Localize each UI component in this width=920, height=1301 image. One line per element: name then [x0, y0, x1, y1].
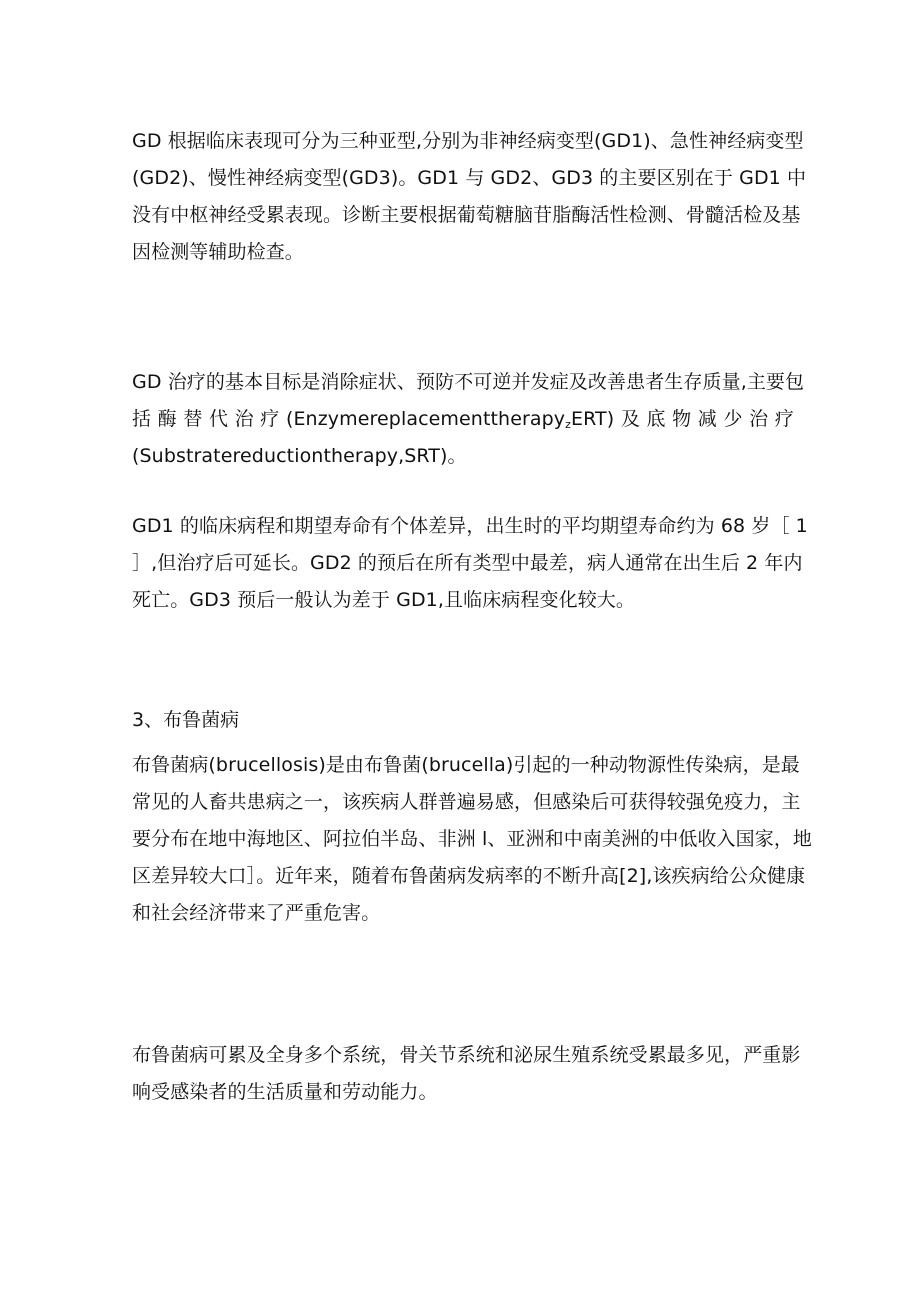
word: 代: [208, 408, 229, 430]
text-line: 常见的人畜共患病之一，该疾病人群普遍易感，但感染后可获得较强免疫力，主: [132, 791, 801, 813]
word: 括: [132, 408, 152, 430]
text-line: (Substratereductiontherapy,SRT)。: [132, 445, 467, 467]
text-line: 区差异较大口］。近年来，随着布鲁菌病发病率的不断升高[2],该疾病给公众健康: [132, 865, 806, 887]
word: ERT): [571, 408, 615, 430]
paragraph-gd-prognosis: [132, 508, 808, 619]
paragraph-gd-treatment: [132, 364, 805, 475]
text-line: GD1 的临床病程和期望寿命有个体差异，出生时的平均期望寿命约为 68 岁［ 1: [132, 515, 808, 537]
word: 治: [749, 408, 769, 430]
word: 酶: [157, 408, 177, 430]
section-heading: 3、布鲁菌病: [132, 709, 240, 731]
paragraph-gd-subtypes: [132, 123, 807, 271]
text-line: 和社会经济带来了严重危害。: [132, 902, 381, 924]
text-line: GD 根据临床表现可分为三种亚型,分别为非神经病变型(GD1)、急性神经病变型: [132, 130, 804, 152]
word-ert: [286, 401, 614, 438]
text-line: 死亡。GD3 预后一般认为差于 GD1,且临床病程变化较大。: [132, 589, 636, 611]
word: 疗: [260, 408, 280, 430]
text-line: (GD2)、慢性神经病变型(GD3)。GD1 与 GD2、GD3 的主要区别在于 GD1 中: [132, 167, 807, 189]
text-line: 布鲁菌病(brucellosis)是由布鲁菌(brucella)引起的一种动物源性传染病，是最: [132, 754, 800, 776]
text-line: 布鲁菌病可累及全身多个系统，骨关节系统和泌尿生殖系统受累最多见，严重影: [132, 1044, 801, 1066]
word: 疗: [774, 408, 794, 430]
word: 物: [672, 408, 692, 430]
word: 底: [646, 408, 666, 430]
word: 治: [234, 408, 254, 430]
word: 替: [183, 408, 203, 430]
paragraph-brucellosis-intro: [132, 747, 813, 932]
text-line: 因检测等辅助检查。: [132, 241, 304, 263]
paragraph-brucellosis-systems: [132, 1037, 801, 1111]
text-line: 没有中枢神经受累表现。诊断主要根据葡萄糖脑苷脂酶活性检测、骨髓活检及基: [132, 204, 801, 226]
text-line: 要分布在地中海地区、阿拉伯半岛、非洲 l、亚洲和中南美洲的中低收入国家，地: [132, 828, 813, 850]
subscript: z: [565, 418, 572, 431]
word: 少: [723, 408, 743, 430]
word: (Enzymereplacementtherapy: [285, 408, 566, 430]
text-line: ］,但治疗后可延长。GD2 的预后在所有类型中最差，病人通常在出生后 2 年内: [132, 552, 803, 574]
text-line: 响受感染者的生活质量和劳动能力。: [132, 1081, 438, 1103]
word: 减: [697, 408, 717, 430]
text-line-justified: [132, 401, 794, 438]
text-line: GD 治疗的基本目标是消除症状、预防不可逆并发症及改善患者生存质量,主要包: [132, 371, 805, 393]
word: 及: [620, 408, 640, 430]
